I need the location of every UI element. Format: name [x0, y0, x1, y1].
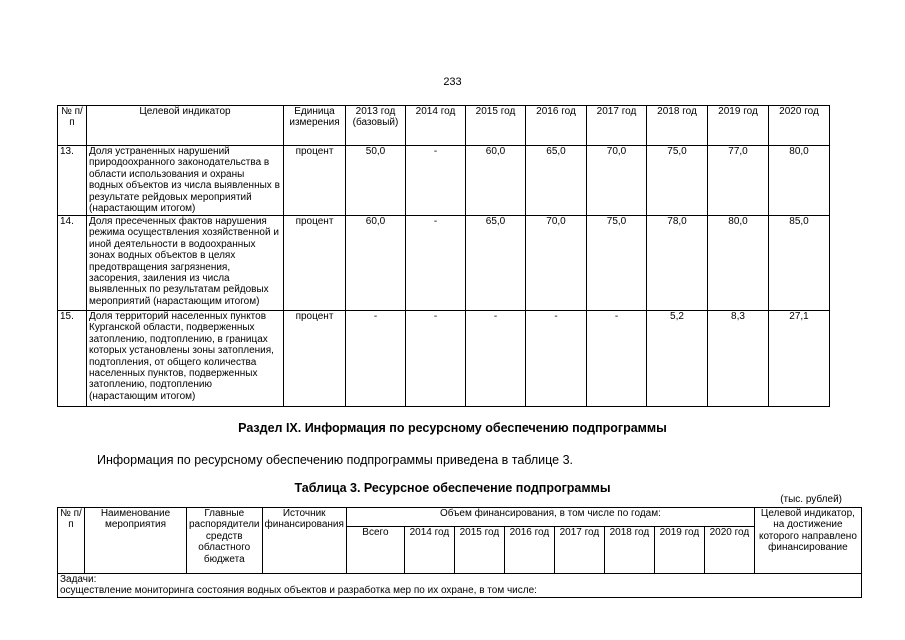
row-value: -	[526, 311, 587, 407]
row-indicator: Доля устраненных нарушений природоохранного законодательства в области использования и охраны водных объектов из числа выявленных в результате рейдовых мероприятий (нарастающим итогом)	[87, 146, 284, 216]
table-caption: Таблица 3. Ресурсное обеспечение подпрограммы	[294, 481, 611, 495]
row-value: 80,0	[769, 146, 830, 216]
indicators-table	[57, 105, 830, 407]
row-unit: процент	[284, 216, 346, 311]
header-unit: Единица измерения	[284, 106, 346, 146]
row-value: 60,0	[346, 216, 406, 311]
tasks-row	[58, 574, 862, 598]
row-num: 15.	[58, 311, 87, 407]
tasks-text: осуществление мониторинга состояния водных объектов и разработка мер по их охране, в том числе:	[60, 585, 537, 597]
info-paragraph: Информация по ресурсному обеспечению подпрограммы приведена в таблице 3.	[97, 453, 574, 467]
row-value: -	[406, 216, 466, 311]
header-2017: 2017 год	[554, 527, 604, 574]
row-value: 50,0	[346, 146, 406, 216]
row-value: 75,0	[587, 216, 647, 311]
row-value: 27,1	[769, 311, 830, 407]
row-value: -	[466, 311, 526, 407]
row-value: 80,0	[708, 216, 769, 311]
header-2019: 2019 год	[654, 527, 704, 574]
row-indicator: Доля пресеченных фактов нарушения режима осуществления хозяйственной и иной деятельности в водоохранных зонах водных объектов в целях предотвращения загрязнения, засорения, заиления из числа выявленных по результатам рейдовых мероприятий (нарастающим итогом)	[87, 216, 284, 311]
header-total: Всего	[346, 527, 404, 574]
header-2015: 2015 год	[454, 527, 504, 574]
table-row	[58, 311, 830, 407]
header-2020: 2020 год	[704, 527, 754, 574]
row-num: 13.	[58, 146, 87, 216]
row-value: 60,0	[466, 146, 526, 216]
row-unit: процент	[284, 311, 346, 407]
resource-table	[57, 507, 862, 598]
header-managers: Главные распорядители средств областного бюджета	[187, 508, 263, 574]
row-unit: процент	[284, 146, 346, 216]
row-value: 85,0	[769, 216, 830, 311]
section-heading: Раздел IX. Информация по ресурсному обеспечению подпрограммы	[238, 421, 667, 435]
row-value: 75,0	[647, 146, 708, 216]
row-value: -	[406, 146, 466, 216]
units-note: (тыс. рублей)	[780, 494, 842, 505]
row-num: 14.	[58, 216, 87, 311]
page-number: 233	[443, 76, 462, 88]
row-indicator: Доля территорий населенных пунктов Курганской области, подверженных затоплению, подтоплению, в границах которых установлены зоны затопления, подтопления, от общего количества населенных пунктов, подверженных затоплению, подтоплению (нарастающим итогом)	[87, 311, 284, 407]
header-target: Целевой индикатор, на достижение которого направлено финансирование	[754, 508, 861, 574]
header-num: № п/п	[58, 508, 85, 574]
header-2017: 2017 год	[587, 106, 647, 146]
resource-header-row	[58, 508, 862, 527]
header-2018: 2018 год	[647, 106, 708, 146]
row-value: 70,0	[587, 146, 647, 216]
header-source: Источник финансирования	[262, 508, 346, 574]
row-value: 77,0	[708, 146, 769, 216]
table-row	[58, 216, 830, 311]
indicators-header-row	[58, 106, 830, 146]
row-value: -	[406, 311, 466, 407]
header-2014: 2014 год	[406, 106, 466, 146]
row-value: 8,3	[708, 311, 769, 407]
header-2018: 2018 год	[604, 527, 654, 574]
header-base-year: 2013 год (базовый)	[346, 106, 406, 146]
row-value: 70,0	[526, 216, 587, 311]
row-value: 65,0	[466, 216, 526, 311]
row-value: 78,0	[647, 216, 708, 311]
header-2014: 2014 год	[404, 527, 454, 574]
header-2020: 2020 год	[769, 106, 830, 146]
header-2016: 2016 год	[526, 106, 587, 146]
tasks-label: Задачи:	[60, 574, 97, 585]
header-2019: 2019 год	[708, 106, 769, 146]
row-value: 5,2	[647, 311, 708, 407]
row-value: 65,0	[526, 146, 587, 216]
table-row	[58, 146, 830, 216]
row-value: -	[587, 311, 647, 407]
header-2016: 2016 год	[504, 527, 554, 574]
header-indicator: Целевой индикатор	[87, 106, 284, 146]
header-2015: 2015 год	[466, 106, 526, 146]
header-volume: Объем финансирования, в том числе по годам:	[346, 508, 754, 527]
header-event: Наименование мероприятия	[85, 508, 187, 574]
row-value: -	[346, 311, 406, 407]
header-num: № п/п	[58, 106, 87, 146]
